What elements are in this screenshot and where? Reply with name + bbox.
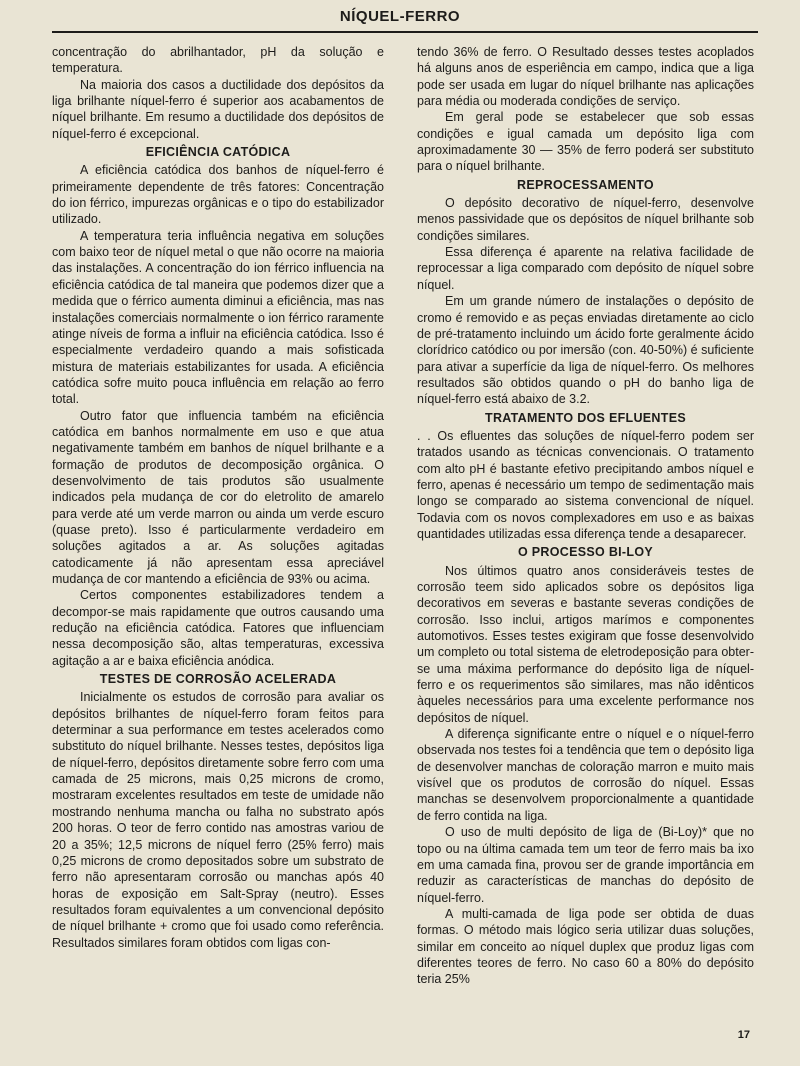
header-rule — [52, 31, 758, 33]
page-number: 17 — [737, 1029, 750, 1041]
section-heading-tratamento-efluentes: TRATAMENTO DOS EFLUENTES — [485, 410, 686, 425]
paragraph: A diferença significante entre o níquel e o níquel-ferro observada nos testes foi a tendência que tem o depósito liga de desenvolver manchas de coloração marron e muito mais visível que os produtos de corrosão do níquel. Essas manchas se desenvolvem proporcionalmente a quantidade de ferro contida na liga. — [417, 727, 754, 823]
section-heading-eficiencia-catodica: EFICIÊNCIA CATÓDICA — [145, 145, 291, 160]
paragraph: tendo 36% de ferro. O Resultado desses testes acoplados há alguns anos de esperiência em campo, indica que a liga pode ser usada em lugar do níquel brilhante nas aplicações para média ou moderada condições de serviço. — [417, 45, 754, 109]
paragraph: . . Os efluentes das soluções de níquel-ferro podem ser tratados usando as técnicas convencionais. O tratamento com alto pH é bastante efetivo precipitando ambos níquel e ferro, apenas é necessário um tempo de sedimentação mais longo se comparado ao sistema convencional de níquel. Todavia com os novos complexadores em uso e as baixas quantidades utilizadas essa diferença tende a desaparecer. — [417, 428, 754, 541]
paragraph: Em um grande número de instalações o depósito de cromo é removido e as peças enviadas diretamente ao ciclo de pré-tratamento incluindo um ácido forte geralmente ácido clorídrico catódico ou por imersão (con. 40-50%) é suficiente para ativar a superfície da liga de níquel-ferro. Os melhores resultados são obtidos quando o pH do banho liga de níquel-ferro está abaixo de 3.2. — [417, 294, 754, 407]
paragraph: Outro fator que influencia também na eficiência catódica em banhos normalmente em uso e que atua negativamente também em banhos de níquel brilhante e a formação de produtos de decomposição orgânica. O desenvolvimento de tais produtos são usualmente indicados pela mudança de cor do eletrolito de amarelo para verde até um verde marron ou ainda um verde escuro (quase preto). Isso é particularmente verdadeiro em soluções agitados a ar. As soluções agitadas catodicamente já não apresentam essa apreciável mudança de cor mantendo a eficiência de 93% ou acima. — [52, 408, 384, 586]
left-column — [52, 44, 384, 951]
paragraph: A multi-camada de liga pode ser obtida de duas formas. O método mais lógico seria utilizar duas soluções, similar em conceito ao níquel duplex que produz ligas com diferentes teores de ferro. No caso 60 a 80% do depósito teria 25% — [417, 906, 754, 987]
paragraph: Nos últimos quatro anos consideráveis testes de corrosão teem sido aplicados sobre os depósitos liga decorativos em severas e bastante severas condições de corrosão. Isso inclui, artigos marímos e componentes automotivos. Esses testes exigiram que fosse desenvolvido um completo ou total sistema de eletrodeposição para obter-se uma máxima performance do depósito liga de níquel-ferro e os requerimentos são similares, mas não idênticos àqueles necessários para uma excelente performance nos depósitos de níquel. — [417, 563, 754, 725]
paragraph: Inicialmente os estudos de corrosão para avaliar os depósitos brilhantes de níquel-ferro foram feitos para determinar a sua performance em testes acelerados como substituto do níquel brilhante. Nesses testes, depósitos liga de níquel-ferro, depósitos diretamente sobre ferro com uma camada de 25 microns, mais 0,25 microns de cromo, mostraram excelentes resultados em teste de umidade não mostrando nenhuma mancha ou falha no substrato após 200 horas. O teor de ferro contido nas amostras variou de 20 a 35%; 12,5 microns de níquel ferro (25% ferro) mais 0,25 microns de cromo depositados sobre um substrato de ferro não apresentaram corrosão ou manchas após 40 horas de exposição em Salt-Spray (neutro). Esses resultados foram equivalentes a um convencional depósito de níquel brilhante + cromo que foi usado como referência. Resultados similares foram obtidos com ligas con- — [52, 690, 384, 950]
section-heading-processo-bi-loy: O PROCESSO BI-LOY — [518, 545, 653, 560]
right-column — [417, 44, 754, 988]
page-header-title: NÍQUEL-FERRO — [339, 8, 461, 25]
paragraph: Na maioria dos casos a ductilidade dos depósitos da liga brilhante níquel-ferro é superior aos acabamentos de níquel brilhante. Em resumo a ductilidade dos depósitos de níquel-ferro é excepcional. — [52, 77, 384, 141]
section-heading-reprocessamento: REPROCESSAMENTO — [517, 177, 654, 192]
paragraph: O uso de multi depósito de liga de (Bi-Loy)* que no topo ou na última camada tem um teor de ferro mais ba ixo em uma camada fina, provou ser de grande importância em reduzir as características de manchas do depósito de níquel-ferro. — [417, 825, 754, 905]
paragraph: A eficiência catódica dos banhos de níquel-ferro é primeiramente dependente de três fatores: Concentração do ion férrico, impurezas orgânicas e o tipo do estabilizador utilizado. — [52, 163, 384, 227]
paragraph: O depósito decorativo de níquel-ferro, desenvolve menos passividade que os depósitos de níquel brilhante sob condições similares. — [417, 196, 754, 243]
section-heading-testes-corrosao: TESTES DE CORROSÃO ACELERADA — [99, 672, 337, 687]
paragraph: concentração do abrilhantador, pH da solução e temperatura. — [52, 45, 384, 76]
paragraph: A temperatura teria influência negativa em soluções com baixo teor de níquel metal o que não ocorre na maioria das instalações. A concentração do ion férrico influencia na eficiência catódica de tal maneira que podemos dizer que a medida que o férrico aumenta diminui a eficiência, mas nas instalações comerciais normalmente o ion férrico raramente atinge níveis de forma a influir na eficiência catódica. Isso é especialmente verdadeiro quando a mais sofisticada mistura de materiais estabilizantes for usada. A eficiência catódica sofre muito pouca influência em relação ao ferro total. — [52, 228, 384, 407]
paragraph: Em geral pode se estabelecer que sob essas condições e igual camada um depósito liga com aproximadamente 30 — 35% de ferro poderá ser substituto para o níquel brilhante. — [417, 110, 754, 174]
paragraph: Essa diferença é aparente na relativa facilidade de reprocessar a liga comparado com depósito de níquel sobre níquel. — [417, 245, 754, 292]
paragraph: Certos componentes estabilizadores tendem a decompor-se mais rapidamente que outros causando uma redução na eficiência catódica. Fatores que influenciam nessa decomposição são, altas temperaturas, excessiva agitação a ar e baixa eficiência anódica. — [52, 588, 384, 668]
